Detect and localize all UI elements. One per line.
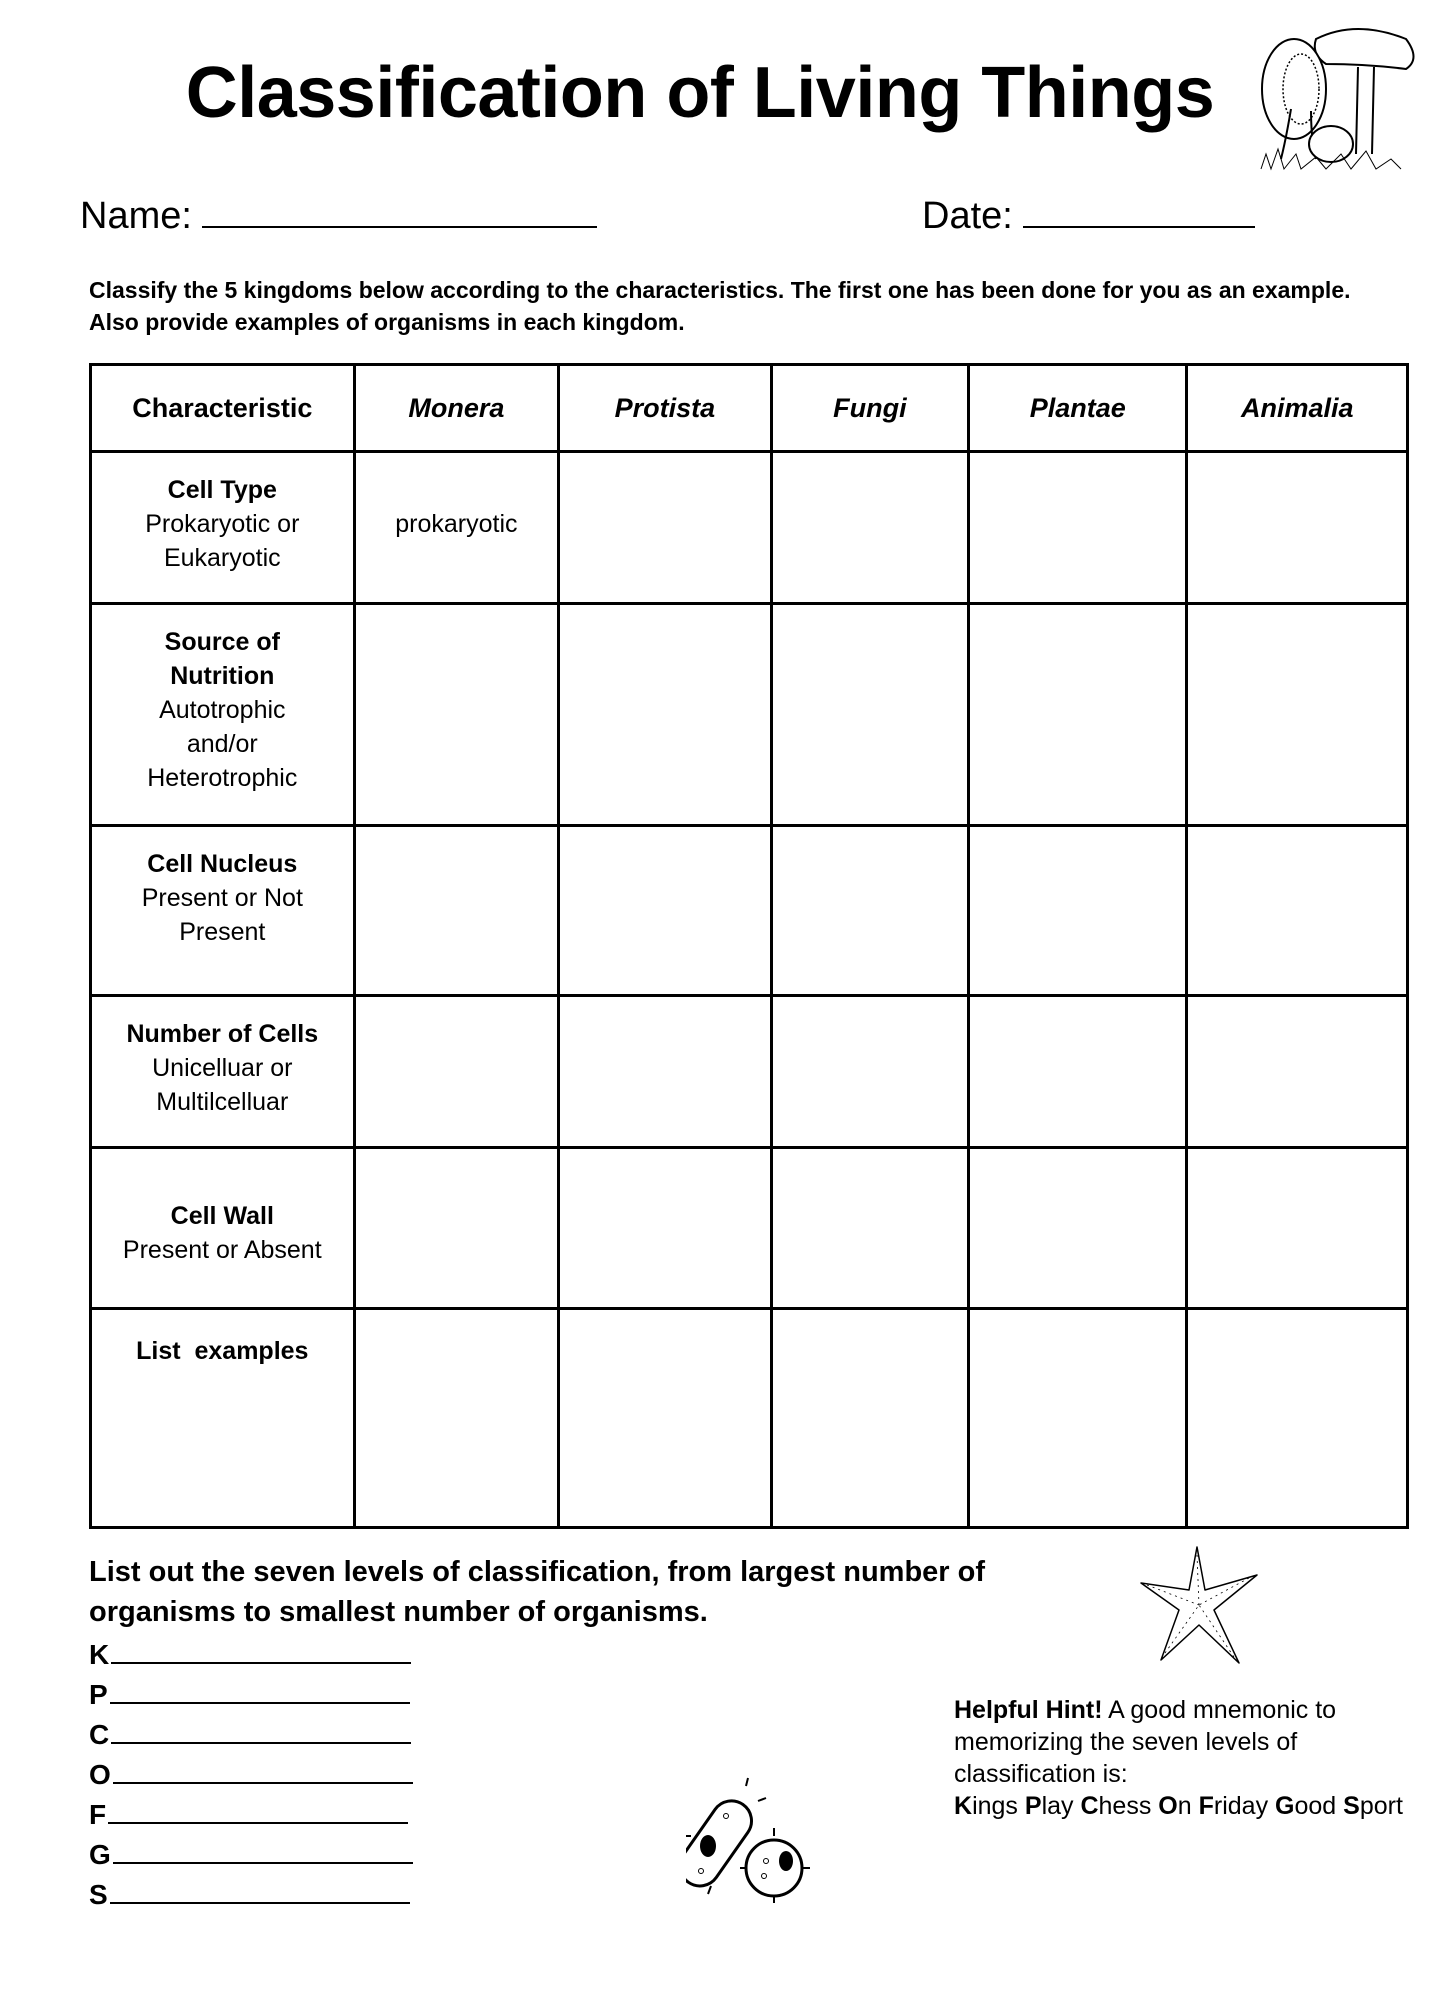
row-title: Source of	[164, 628, 280, 656]
answer-cell[interactable]	[969, 452, 1187, 604]
level-blank[interactable]	[113, 1834, 413, 1864]
row-header	[91, 826, 355, 996]
level-blank[interactable]	[113, 1754, 413, 1784]
answer-cell[interactable]	[771, 452, 968, 604]
level-letter: F	[89, 1799, 107, 1830]
row-subtitle: Unicelluar or	[152, 1054, 293, 1082]
answer-cell[interactable]	[771, 604, 968, 826]
answer-cell[interactable]	[1187, 826, 1408, 996]
mushroom-illustration-icon	[1256, 19, 1422, 175]
answer-cell[interactable]	[559, 996, 771, 1148]
row-subtitle: Present or Absent	[122, 1236, 322, 1264]
bacteria-illustration-icon	[686, 1776, 812, 1904]
level-line[interactable]	[89, 1794, 408, 1831]
answer-cell[interactable]	[969, 1148, 1187, 1309]
name-label: Name:	[80, 195, 192, 237]
table-row	[91, 452, 1408, 604]
answer-cell[interactable]	[1187, 1148, 1408, 1309]
answer-cell[interactable]	[559, 1148, 771, 1309]
classification-table	[89, 363, 1409, 1529]
column-header: Plantae	[969, 365, 1187, 452]
row-header	[91, 1309, 355, 1528]
row-title: Cell Type	[167, 476, 277, 504]
row-title: Cell Nucleus	[147, 850, 298, 878]
answer-cell[interactable]	[969, 604, 1187, 826]
row-subtitle: Multilcelluar	[156, 1088, 289, 1116]
answer-cell[interactable]	[969, 826, 1187, 996]
row-header	[91, 1148, 355, 1309]
table-row	[91, 1309, 1408, 1528]
hint-text: A good mnemonic to memorizing the seven levels of classification is:	[954, 1696, 1344, 1788]
answer-cell[interactable]	[354, 1148, 559, 1309]
level-line[interactable]	[89, 1834, 413, 1871]
helpful-hint	[954, 1694, 1434, 1822]
row-subtitle: Present	[179, 918, 266, 946]
level-blank[interactable]	[110, 1874, 410, 1904]
row-header	[91, 452, 355, 604]
level-letter: S	[89, 1879, 108, 1910]
table-row	[91, 604, 1408, 826]
answer-cell[interactable]	[354, 1309, 559, 1528]
level-line[interactable]	[89, 1634, 411, 1671]
answer-cell[interactable]	[1187, 996, 1408, 1148]
level-blank[interactable]	[110, 1674, 410, 1704]
answer-cell[interactable]	[771, 996, 968, 1148]
level-blank[interactable]	[108, 1794, 408, 1824]
level-blank[interactable]	[111, 1714, 411, 1744]
column-header: Characteristic	[91, 365, 355, 452]
level-letter: P	[89, 1679, 108, 1710]
date-blank-line[interactable]	[1023, 192, 1255, 228]
level-line[interactable]	[89, 1874, 410, 1911]
row-subtitle: Prokaryotic or	[145, 510, 300, 538]
level-letter: K	[89, 1639, 110, 1670]
level-line[interactable]	[89, 1674, 410, 1711]
answer-cell[interactable]	[559, 826, 771, 996]
answer-cell[interactable]	[969, 996, 1187, 1148]
row-title: List examples	[136, 1337, 309, 1365]
level-blank[interactable]	[111, 1634, 411, 1664]
mnemonic: Kings Play Chess On Friday Good Sport	[954, 1792, 1403, 1820]
column-header: Fungi	[771, 365, 968, 452]
date-label: Date:	[922, 195, 1013, 237]
row-title: Nutrition	[170, 662, 275, 690]
instructions: Classify the 5 kingdoms below according to the characteristics. The first one has been done for you as an example. Also provide examples of organisms in each kingdom.	[89, 277, 1351, 335]
level-letter: G	[89, 1839, 111, 1870]
page-title: Classification of Living Things	[185, 53, 1215, 133]
level-letter: O	[89, 1759, 111, 1790]
starfish-illustration-icon	[1139, 1545, 1259, 1665]
row-subtitle: Eukaryotic	[163, 544, 281, 572]
answer-cell[interactable]	[771, 1148, 968, 1309]
answer-cell[interactable]	[771, 826, 968, 996]
answer-cell[interactable]	[771, 1309, 968, 1528]
answer-cell[interactable]: prokaryotic	[354, 452, 559, 604]
row-subtitle: Autotrophic	[159, 696, 286, 724]
name-field[interactable]	[80, 192, 597, 238]
answer-cell[interactable]	[559, 1309, 771, 1528]
row-title: Cell Wall	[170, 1202, 274, 1230]
answer-cell[interactable]	[354, 604, 559, 826]
row-subtitle: and/or	[186, 730, 258, 758]
answer-cell[interactable]	[559, 452, 771, 604]
table-row	[91, 996, 1408, 1148]
answer-cell[interactable]	[354, 996, 559, 1148]
row-subtitle: Present or Not	[141, 884, 303, 912]
column-header: Monera	[354, 365, 559, 452]
level-letter: C	[89, 1719, 110, 1750]
table-row	[91, 1148, 1408, 1309]
answer-cell[interactable]	[1187, 452, 1408, 604]
row-header	[91, 604, 355, 826]
answer-cell[interactable]	[969, 1309, 1187, 1528]
answer-cell[interactable]	[1187, 1309, 1408, 1528]
table-header-row	[91, 365, 1408, 452]
answer-cell[interactable]	[354, 826, 559, 996]
answer-cell[interactable]	[559, 604, 771, 826]
column-header: Animalia	[1187, 365, 1408, 452]
answer-cell[interactable]	[1187, 604, 1408, 826]
level-line[interactable]	[89, 1754, 413, 1791]
column-header: Protista	[559, 365, 771, 452]
levels-question: List out the seven levels of classification, from largest number of organisms to smallest number of organisms.	[89, 1556, 985, 1628]
name-blank-line[interactable]	[202, 192, 597, 228]
table-row	[91, 826, 1408, 996]
hint-label: Helpful Hint!	[954, 1696, 1103, 1724]
row-header	[91, 996, 355, 1148]
row-subtitle: Heterotrophic	[147, 764, 298, 792]
level-line[interactable]	[89, 1714, 411, 1751]
row-title: Number of Cells	[126, 1020, 319, 1048]
date-field[interactable]	[922, 192, 1255, 238]
